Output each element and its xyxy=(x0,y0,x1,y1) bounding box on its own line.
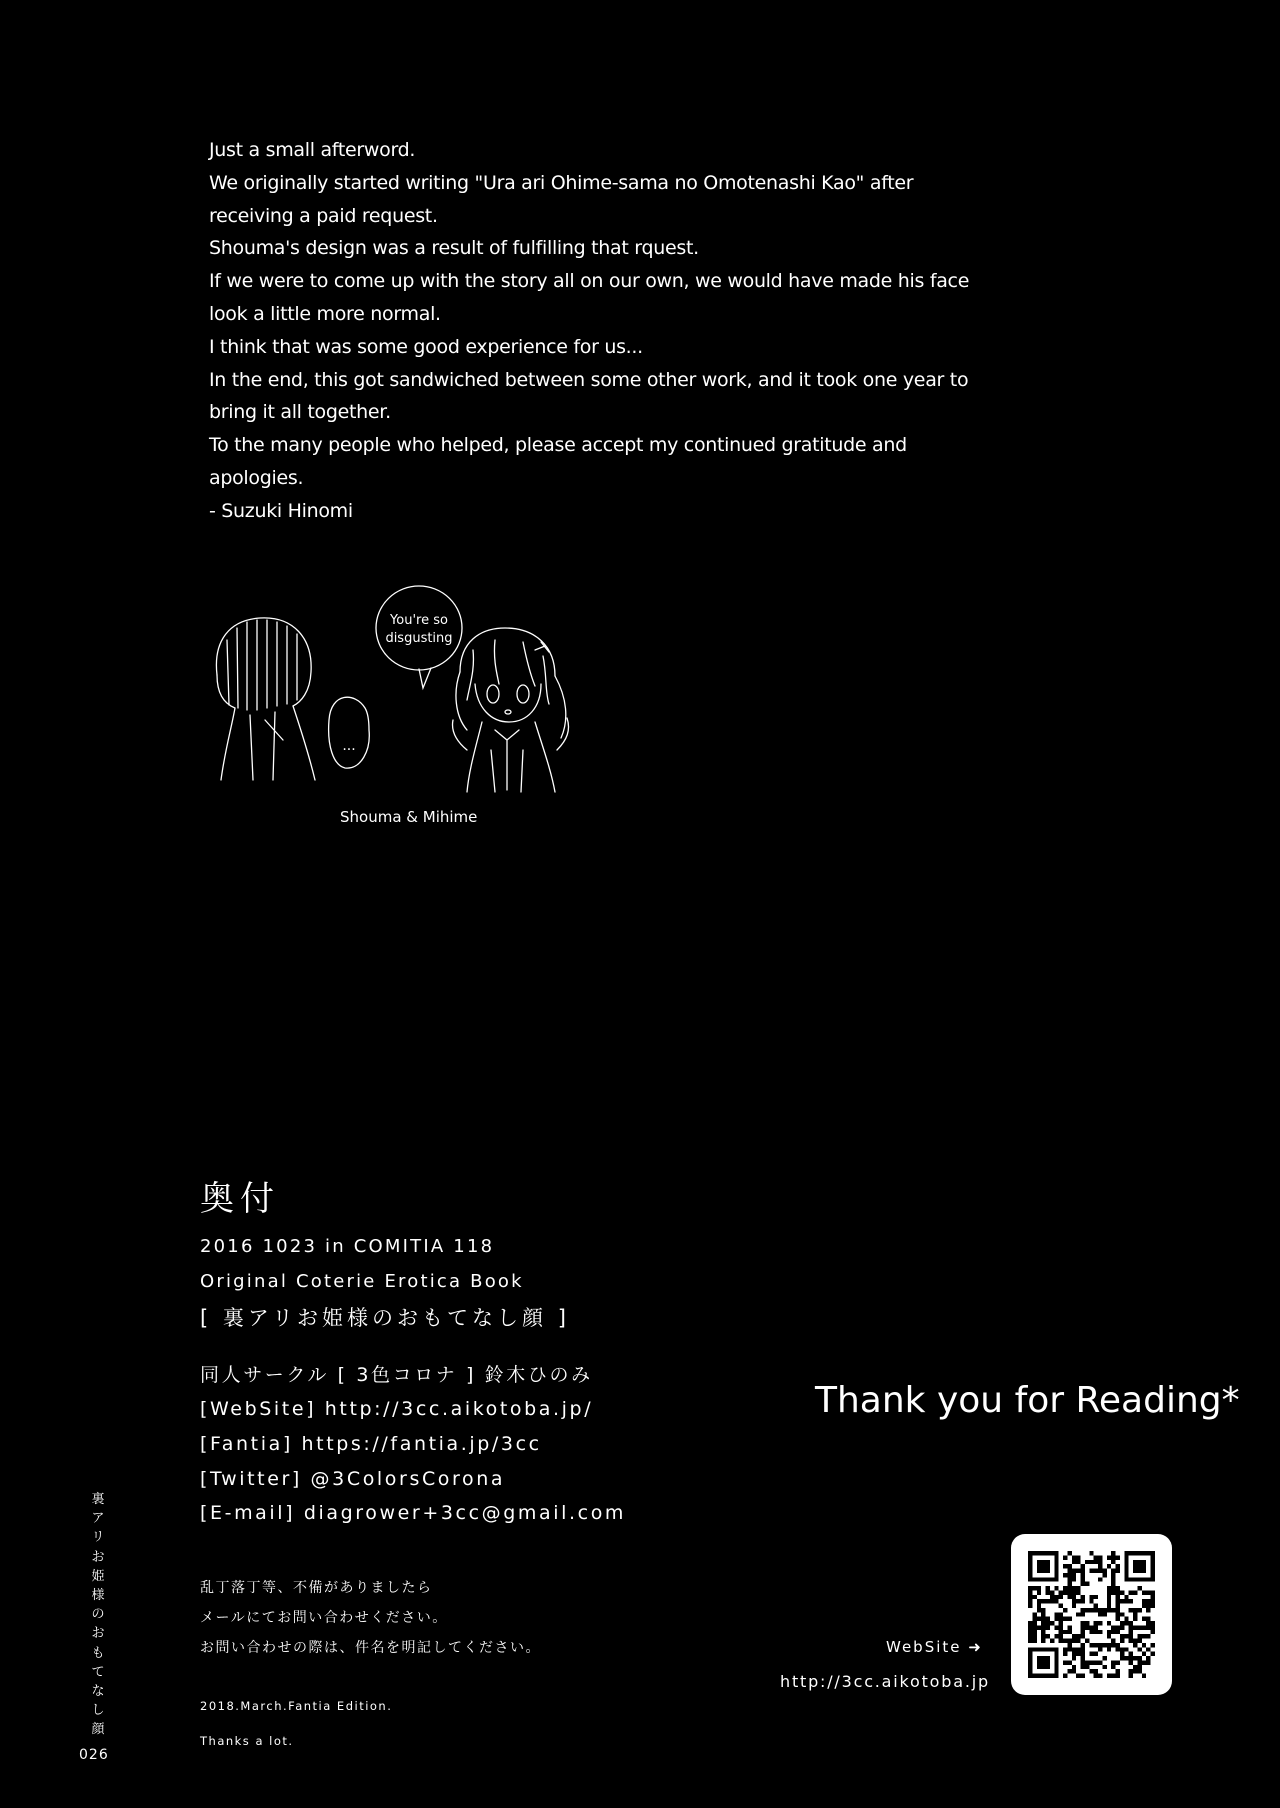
spine-char: て xyxy=(91,1664,105,1680)
spine-char: し xyxy=(91,1703,105,1719)
ellipsis-text: ... xyxy=(342,738,356,754)
spine-char: 様 xyxy=(91,1588,105,1604)
ellipsis-bubble xyxy=(329,697,370,768)
fantia-info: [Fantia] https://fantia.jp/3cc xyxy=(200,1432,542,1455)
spine-char: ア xyxy=(91,1511,105,1527)
afterword-line: We originally started writing "Ura ari Ohime-sama no Omotenashi Kao" after xyxy=(209,171,914,194)
afterword-line: bring it all together. xyxy=(209,401,391,424)
afterword-line: If we were to come up with the story all on our own, we would have made his face xyxy=(209,270,970,293)
edition-line: 2018.March.Fantia Edition. xyxy=(200,1699,393,1713)
mihime-figure xyxy=(453,628,569,792)
notes-line: メールにてお問い合わせください。 xyxy=(200,1610,448,1626)
spine-char: リ xyxy=(91,1530,105,1546)
spine-char: 顔 xyxy=(91,1722,105,1738)
afterword-line: To the many people who helped, please accept my continued gratitude and xyxy=(209,434,907,457)
afterword-line: I think that was some good experience for us... xyxy=(209,335,643,358)
colophon-heading: 奥付 xyxy=(200,1179,280,1219)
website-info: [WebSite] http://3cc.aikotoba.jp/ xyxy=(200,1398,594,1421)
notes xyxy=(200,1573,541,1663)
afterword-line: Just a small afterword. xyxy=(209,139,416,161)
illustration-caption: Shouma & Mihime xyxy=(340,808,478,826)
spine-char: な xyxy=(91,1684,105,1700)
twitter-info: [Twitter] @3ColorsCorona xyxy=(200,1467,506,1490)
edition-info xyxy=(200,1689,392,1759)
qr-code[interactable] xyxy=(1011,1534,1172,1695)
afterword-line: look a little more normal. xyxy=(209,302,441,325)
spine-char: 姫 xyxy=(91,1568,105,1584)
thank-you-heading: Thank you for Reading* xyxy=(815,1380,1240,1421)
shouma-figure xyxy=(216,618,315,780)
thanks-line: Thanks a lot. xyxy=(200,1734,294,1748)
spine-char: の xyxy=(91,1607,105,1623)
speech-text-1: You're so xyxy=(390,613,448,628)
spine-char: お xyxy=(91,1549,105,1565)
chibi-illustration xyxy=(205,580,625,809)
afterword-signature: - Suzuki Hinomi xyxy=(209,499,353,522)
notes-line: 乱丁落丁等、不備がありましたら xyxy=(200,1580,433,1596)
email-info: [E-mail] diagrower+3cc@gmail.com xyxy=(200,1502,627,1525)
page-number: 026 xyxy=(79,1747,109,1763)
afterword-line: apologies. xyxy=(209,466,304,489)
spine-char: も xyxy=(91,1645,105,1661)
afterword-line: Shouma's design was a result of fulfilling that rquest. xyxy=(209,237,699,260)
book-type: Original Coterie Erotica Book xyxy=(200,1270,524,1292)
spine-title xyxy=(88,1490,108,1740)
colophon xyxy=(200,1179,627,1531)
afterword-line: In the end, this got sandwiched between some other work, and it took one year to xyxy=(209,368,969,391)
spine-char: 裏 xyxy=(91,1492,105,1507)
qr-code-icon xyxy=(1028,1551,1155,1678)
event-info: 2016 1023 in COMITIA 118 xyxy=(200,1236,495,1257)
website-url[interactable]: http://3cc.aikotoba.jp xyxy=(780,1672,990,1691)
book-title: [ 裏アリお姫様のおもてなし顔 ] xyxy=(200,1306,570,1330)
website-label: WebSite ➜ xyxy=(886,1638,983,1656)
notes-line: お問い合わせの際は、件名を明記してください。 xyxy=(200,1640,541,1656)
afterword xyxy=(209,134,970,528)
speech-text-2: disgusting xyxy=(385,631,453,646)
afterword-line: receiving a paid request. xyxy=(209,204,438,227)
circle-info: 同人サークル [ 3色コロナ ] 鈴木ひのみ xyxy=(200,1363,593,1386)
spine-char: お xyxy=(91,1626,105,1642)
